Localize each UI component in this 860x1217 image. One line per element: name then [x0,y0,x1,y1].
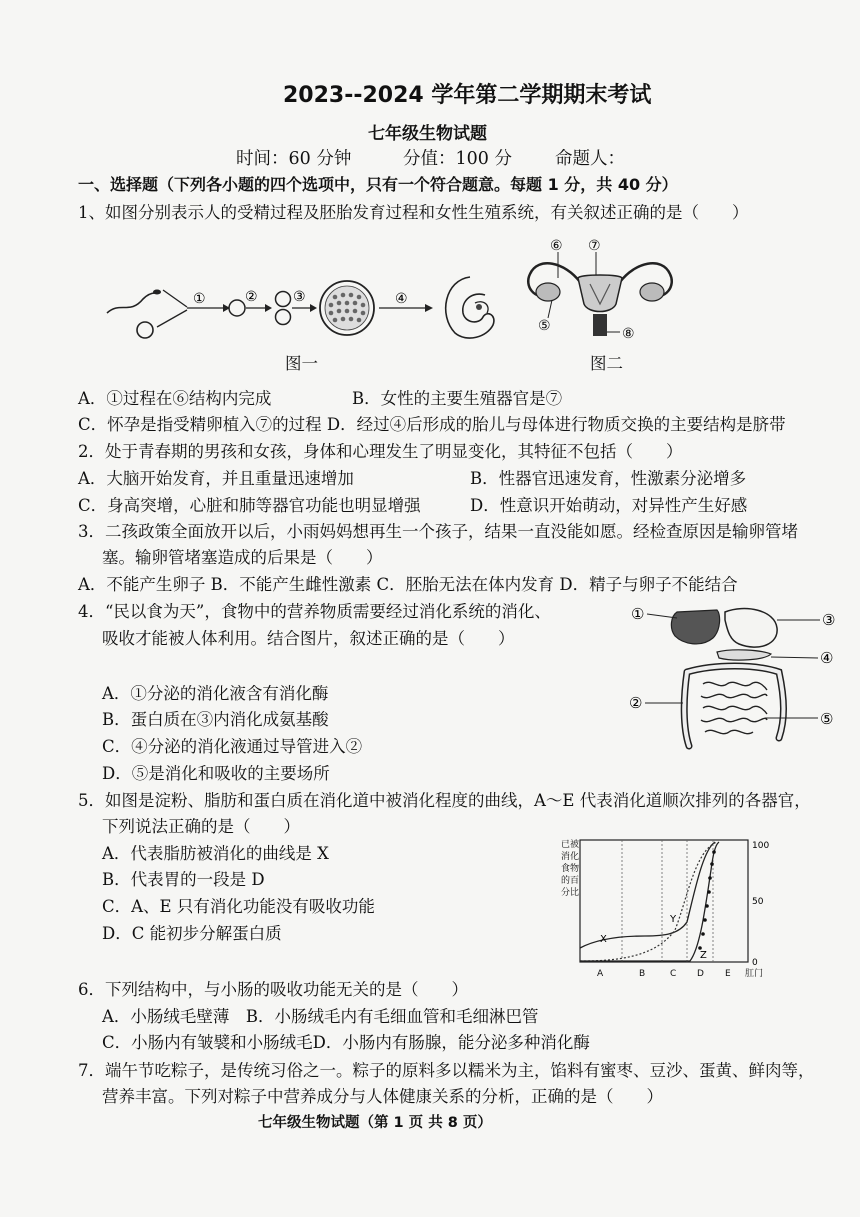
exam-score: 分值：100 分 [403,149,512,169]
q4-option-b: B．蛋白质在③内消化成氨基酸 [102,710,329,729]
q5-option-b: B．代表胃的一段是 D [102,870,265,889]
q4-stem-line2: 吸收才能被人体利用。结合图片，叙述正确的是（ ） [102,629,515,648]
q3-stem-line1: 3．二孩政策全面放开以后，小雨妈妈想再生一个孩子，结果一直没能如愿。经检查原因是输卵管堵 [78,522,798,541]
page-footer: 七年级生物试题（第 1 页 共 8 页） [258,1115,492,1131]
q2-stem: 2．处于青春期的男孩和女孩，身体和心理发生了明显变化，其特征不包括（ ） [78,442,683,461]
x-tick-e: E [725,969,731,979]
curve-y-label: Y [670,914,677,925]
svg-text:②: ② [629,694,643,712]
y-tick-100: 100 [752,841,770,851]
q4-option-d: D．⑤是消化和吸收的主要场所 [102,764,330,783]
svg-text:④: ④ [395,291,408,307]
exam-author: 命题人： [555,149,625,169]
y-label-3: 食物 [561,864,580,874]
exam-time: 时间：60 分钟 [236,149,352,169]
fig2-caption: 图二 [590,354,623,373]
exam-subtitle: 七年级生物试题 [368,124,487,144]
exam-title: 2023--2024 学年第二学期期末考试 [283,83,652,108]
x-tick-a: A [597,969,604,979]
q1-figure-female-reproductive-system [520,234,680,346]
q5-stem-line2: 下列说法正确的是（ ） [102,817,300,836]
q2-option-d: D．性意识开始萌动，对异性产生好感 [470,496,748,515]
y-tick-0: 0 [752,958,758,968]
svg-text:①: ① [193,291,206,307]
y-label-2: 消化 [561,852,580,862]
svg-text:④: ④ [820,649,834,667]
q2-option-c: C．身高突增，心脏和肺等器官功能也明显增强 [78,496,421,515]
svg-text:②: ② [245,289,258,305]
fig1-caption: 图一 [285,354,318,373]
q6-stem: 6．下列结构中，与小肠的吸收功能无关的是（ ） [78,980,468,999]
q3-options: A．不能产生卵子 B．不能产生雌性激素 C．胚胎无法在体内发育 D．精子与卵子不能结合 [78,575,738,594]
q2-option-a: A．大脑开始发育，并且重量迅速增加 [78,469,354,488]
x-end-label: 肛门 [745,969,764,979]
svg-text:⑧: ⑧ [622,326,635,342]
q4-option-c: C．④分泌的消化液通过导管进入② [102,737,363,756]
svg-text:⑥: ⑥ [550,238,563,254]
svg-text:⑤: ⑤ [538,318,551,334]
q1-figure-fertilization [95,255,520,355]
q6-options-cd: C．小肠内有皱襞和小肠绒毛D．小肠内有肠腺，能分泌多种消化酶 [102,1033,590,1052]
q5-figure-digestion-curve [555,830,775,980]
q2-option-b: B．性器官迅速发育，性激素分泌增多 [470,469,747,488]
q4-option-a: A．①分泌的消化液含有消化酶 [102,684,329,703]
y-label-4: 的百 [561,876,580,886]
q1-stem: 1、如图分别表示人的受精过程及胚胎发育过程和女性生殖系统，有关叙述正确的是（ ） [78,203,749,222]
section-heading: 一、选择题（下列各小题的四个选项中，只有一个符合题意。每题 1 分，共 40 分） [78,175,678,194]
x-tick-d: D [697,969,704,979]
curve-x-label: X [600,934,607,945]
q5-stem-line1: 5．如图是淀粉、脂肪和蛋白质在消化道中被消化程度的曲线，A～E 代表消化道顺次排列的各器官， [78,791,811,810]
x-tick-b: B [639,969,646,979]
q6-options-ab: A．小肠绒毛壁薄 B．小肠绒毛内有毛细血管和毛细淋巴管 [102,1007,539,1026]
y-label-1: 已被 [561,840,580,850]
svg-text:⑤: ⑤ [820,710,834,728]
q5-option-a: A．代表脂肪被消化的曲线是 X [102,844,329,863]
svg-text:③: ③ [293,289,306,305]
svg-text:①: ① [631,605,645,623]
y-label-5: 分比 [561,888,580,898]
q5-option-c: C．A、E 只有消化功能没有吸收功能 [102,897,375,916]
q5-option-d: D．C 能初步分解蛋白质 [102,924,282,943]
x-tick-c: C [670,969,677,979]
y-tick-50: 50 [752,897,764,907]
svg-text:③: ③ [822,611,836,629]
curve-z-label: Z [700,950,707,961]
svg-text:⑦: ⑦ [588,238,601,254]
q4-stem-line1: 4．“民以食为天”，食物中的营养物质需要经过消化系统的消化、 [78,602,551,621]
q1-option-a: A．①过程在⑥结构内完成 [78,389,272,408]
q7-stem-line2: 营养丰富。下列对粽子中营养成分与人体健康关系的分析，正确的是（ ） [102,1087,663,1106]
q1-option-b: B．女性的主要生殖器官是⑦ [352,389,563,408]
q3-stem-line2: 塞。输卵管堵塞造成的后果是（ ） [102,548,383,567]
q1-option-cd: C．怀孕是指受精卵植入⑦的过程 D．经过④后形成的胎儿与母体进行物质交换的主要结构是脐带 [78,415,786,434]
q4-figure-digestive-system [625,600,850,760]
q7-stem-line1: 7．端午节吃粽子，是传统习俗之一。粽子的原料多以糯米为主，馅料有蜜枣、豆沙、蛋黄、鲜肉等， [78,1061,815,1080]
